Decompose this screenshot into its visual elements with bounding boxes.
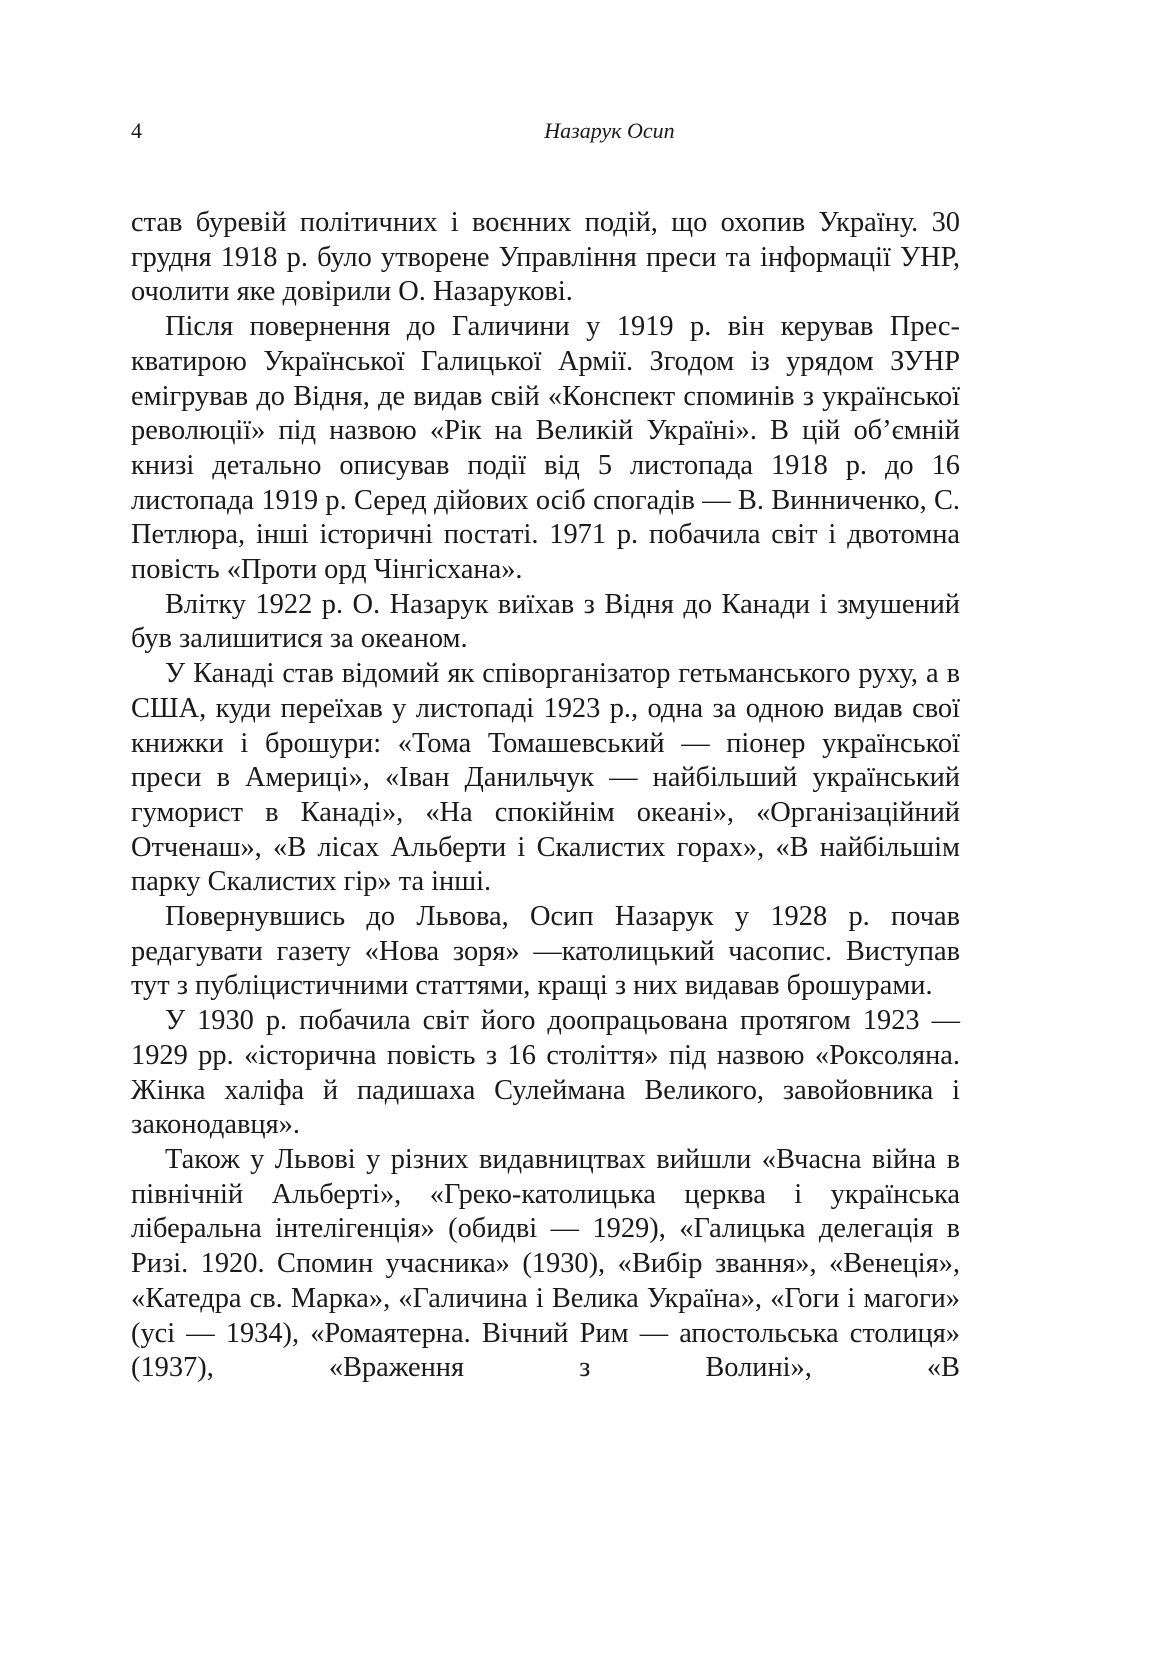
- running-head-title: Назарук Осип: [544, 118, 675, 143]
- body-text: [131, 206, 960, 1386]
- paragraph: Влітку 1922 р. О. Назарук виїхав з Відня до Канади і змушений був залишитися за океаном.: [131, 588, 960, 655]
- paragraph: У Канаді став відомий як співорганізатор гетьманського руху, а в США, куди переїхав у листопаді 1923 р., одна за одною видав свої книжки і брошури: «Тома Томашевський — піонер української преси в Америці», «Іван Данильчук — найбільший український гуморист в Канаді», «На спокійнім океані», «Організаційний Отченаш», «В лісах Альберти і Скалистих горах», «В найбільшім парку Скалистих гір» та інші.: [131, 658, 960, 898]
- paragraph: Також у Львові у різних видавництвах вийшли «Вчасна війна в північній Альберті», «Греко-католицька церква і українська ліберальна інтелігенція» (обидві — 1929), «Галицька делегація в Ризі. 1920. Спомин учасника» (1930), «Вибір звання», «Венеція», «Катедра св. Марка», «Галичина і Велика Україна», «Гоги і магоги» (усі — 1934), «Ромаятерна. Вічний Рим — апостольська столиця» (1937), «Враження з Волині», «В: [131, 1143, 960, 1384]
- paragraph: У 1930 р. побачила світ його доопрацьована протягом 1923 — 1929 рр. «історична повість з 16 століття» під назвою «Роксоляна. Жінка халіфа й падишаха Сулеймана Великого, завойовника і законодавця».: [131, 1005, 960, 1141]
- running-header: [131, 118, 958, 148]
- paragraph: Після повернення до Галичини у 1919 р. він керував Прес-кватирою Української Галицької Армії. Згодом із урядом ЗУНР емігрував до Відня, де видав свій «Конспект споминів з української революції» під назвою «Рік на Великій Україні». В цій об’ємній книзі детально описував події від 5 листопада 1918 р. до 16 листопада 1919 р. Серед дійових осіб спогадів — В. Винниченко, С. Петлюра, інші історичні постаті. 1971 р. побачила світ і двотомна повість «Проти орд Чінгісхана».: [131, 311, 960, 586]
- paragraph: став буревій політичних і воєнних подій, що охопив Україну. 30 грудня 1918 р. було утворене Управління преси та інформації УНР, очолити яке довірили О. Назарукові.: [131, 207, 960, 308]
- page-number: 4: [131, 118, 142, 143]
- paragraph: Повернувшись до Львова, Осип Назарук у 1928 р. почав редагувати газету «Нова зоря» —католицький часопис. Виступав тут з публіцистичними статтями, кращі з них видавав брошурами.: [131, 901, 960, 1002]
